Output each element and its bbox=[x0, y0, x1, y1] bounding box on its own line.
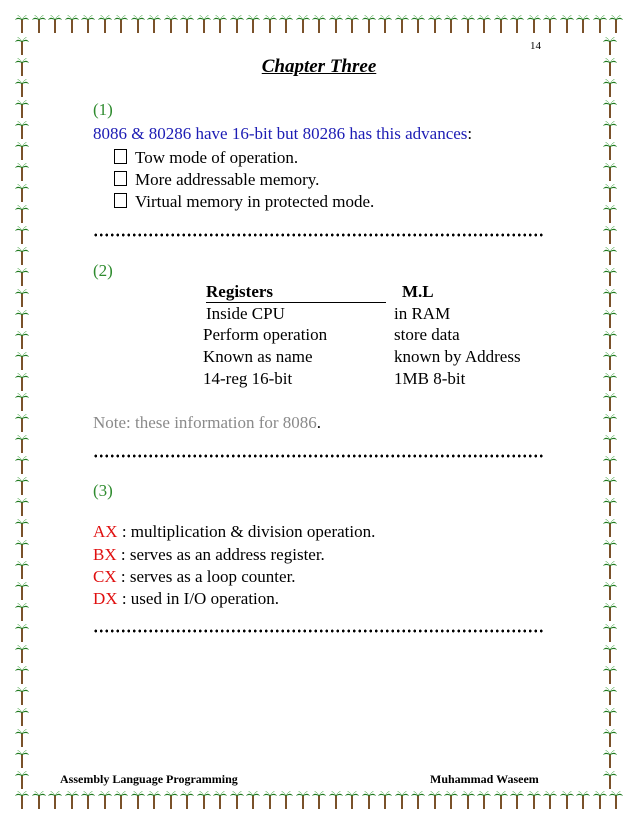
register-desc: : used in I/O operation. bbox=[117, 589, 280, 608]
palm-tree-icon bbox=[14, 392, 30, 412]
palm-tree-icon bbox=[602, 602, 618, 622]
palm-tree-icon bbox=[14, 455, 30, 475]
palm-tree-icon bbox=[14, 728, 30, 748]
section-1-intro bbox=[93, 124, 472, 144]
palm-tree-icon bbox=[394, 14, 410, 34]
palm-tree-icon bbox=[602, 330, 618, 350]
palm-tree-icon bbox=[443, 14, 459, 34]
checkbox-bullet-icon bbox=[114, 171, 127, 186]
page-border-left bbox=[14, 36, 36, 790]
palm-tree-icon bbox=[14, 686, 30, 706]
palm-tree-icon bbox=[14, 14, 30, 34]
palm-tree-icon bbox=[113, 14, 129, 34]
palm-tree-icon bbox=[14, 434, 30, 454]
palm-tree-icon bbox=[602, 518, 618, 538]
palm-tree-icon bbox=[262, 790, 278, 810]
palm-tree-icon bbox=[602, 497, 618, 517]
register-name: AX bbox=[93, 522, 118, 541]
register-line-cx bbox=[93, 567, 296, 587]
palm-tree-icon bbox=[602, 309, 618, 329]
palm-tree-icon bbox=[179, 14, 195, 34]
page-number: 14 bbox=[530, 40, 541, 52]
palm-tree-icon bbox=[602, 686, 618, 706]
list-item-text: More addressable memory. bbox=[135, 170, 320, 189]
palm-tree-icon bbox=[427, 790, 443, 810]
palm-tree-icon bbox=[262, 14, 278, 34]
palm-tree-icon bbox=[14, 78, 30, 98]
palm-tree-icon bbox=[14, 581, 30, 601]
palm-tree-icon bbox=[14, 36, 30, 56]
palm-tree-icon bbox=[14, 539, 30, 559]
palm-tree-icon bbox=[97, 790, 113, 810]
palm-tree-icon bbox=[14, 351, 30, 371]
palm-tree-icon bbox=[80, 14, 96, 34]
palm-tree-icon bbox=[361, 790, 377, 810]
palm-tree-icon bbox=[509, 790, 525, 810]
palm-tree-icon bbox=[602, 413, 618, 433]
palm-tree-icon bbox=[476, 14, 492, 34]
palm-tree-icon bbox=[608, 14, 624, 34]
list-item bbox=[114, 148, 298, 168]
palm-tree-icon bbox=[14, 141, 30, 161]
table-cell: 1MB 8-bit bbox=[394, 369, 466, 388]
register-line-dx bbox=[93, 589, 279, 609]
palm-tree-icon bbox=[14, 623, 30, 643]
palm-tree-icon bbox=[602, 728, 618, 748]
palm-tree-icon bbox=[14, 309, 30, 329]
palm-tree-icon bbox=[14, 99, 30, 119]
footer-author: Muhammad Waseem bbox=[430, 772, 539, 786]
palm-tree-icon bbox=[602, 476, 618, 496]
palm-tree-icon bbox=[602, 644, 618, 664]
palm-tree-icon bbox=[361, 14, 377, 34]
palm-tree-icon bbox=[229, 790, 245, 810]
header-underline bbox=[206, 302, 386, 303]
palm-tree-icon bbox=[14, 644, 30, 664]
palm-tree-icon bbox=[602, 204, 618, 224]
palm-tree-icon bbox=[146, 14, 162, 34]
palm-tree-icon bbox=[97, 14, 113, 34]
palm-tree-icon bbox=[163, 14, 179, 34]
palm-tree-icon bbox=[443, 790, 459, 810]
palm-tree-icon bbox=[212, 790, 228, 810]
note-text: Note: these information for 8086 bbox=[93, 413, 317, 432]
palm-tree-icon bbox=[179, 790, 195, 810]
note bbox=[93, 413, 321, 433]
palm-tree-icon bbox=[592, 14, 608, 34]
palm-tree-icon bbox=[602, 749, 618, 769]
palm-tree-icon bbox=[31, 14, 47, 34]
section-3-label: (3) bbox=[93, 481, 113, 500]
palm-tree-icon bbox=[602, 78, 618, 98]
list-item bbox=[114, 170, 319, 190]
palm-tree-icon bbox=[575, 790, 591, 810]
palm-tree-icon bbox=[328, 14, 344, 34]
palm-tree-icon bbox=[394, 790, 410, 810]
palm-tree-icon bbox=[328, 790, 344, 810]
palm-tree-icon bbox=[509, 14, 525, 34]
footer-course-title: Assembly Language Programming bbox=[60, 772, 238, 786]
palm-tree-icon bbox=[602, 539, 618, 559]
palm-tree-icon bbox=[592, 790, 608, 810]
list-item-text: Virtual memory in protected mode. bbox=[135, 192, 375, 211]
palm-tree-icon bbox=[47, 14, 63, 34]
palm-tree-icon bbox=[493, 14, 509, 34]
register-name: DX bbox=[93, 589, 118, 608]
palm-tree-icon bbox=[130, 14, 146, 34]
palm-tree-icon bbox=[64, 14, 80, 34]
palm-tree-icon bbox=[14, 749, 30, 769]
section-1-intro-text: 8086 & 80286 have 16-bit but 80286 has this advances bbox=[93, 124, 468, 143]
chapter-title: Chapter Three bbox=[261, 56, 377, 77]
table-header-registers: Registers bbox=[206, 282, 274, 301]
palm-tree-icon bbox=[31, 790, 47, 810]
register-desc: : serves as a loop counter. bbox=[116, 567, 296, 586]
palm-tree-icon bbox=[602, 392, 618, 412]
palm-tree-icon bbox=[14, 288, 30, 308]
checkbox-bullet-icon bbox=[114, 193, 127, 208]
palm-tree-icon bbox=[602, 455, 618, 475]
palm-tree-icon bbox=[14, 330, 30, 350]
register-desc: : multiplication & division operation. bbox=[117, 522, 376, 541]
register-line-bx bbox=[93, 545, 325, 565]
palm-tree-icon bbox=[295, 790, 311, 810]
palm-tree-icon bbox=[410, 790, 426, 810]
palm-tree-icon bbox=[602, 581, 618, 601]
palm-tree-icon bbox=[14, 707, 30, 727]
palm-tree-icon bbox=[113, 790, 129, 810]
list-item-text: Tow mode of operation. bbox=[135, 148, 299, 167]
palm-tree-icon bbox=[602, 120, 618, 140]
palm-tree-icon bbox=[14, 120, 30, 140]
palm-tree-icon bbox=[64, 790, 80, 810]
palm-tree-icon bbox=[229, 14, 245, 34]
palm-tree-icon bbox=[14, 560, 30, 580]
palm-tree-icon bbox=[14, 225, 30, 245]
palm-tree-icon bbox=[602, 225, 618, 245]
table-cell: Inside CPU bbox=[206, 304, 285, 323]
register-line-ax bbox=[93, 522, 375, 542]
palm-tree-icon bbox=[602, 141, 618, 161]
palm-tree-icon bbox=[14, 665, 30, 685]
dotted-divider bbox=[93, 454, 545, 458]
palm-tree-icon bbox=[602, 372, 618, 392]
palm-tree-icon bbox=[14, 183, 30, 203]
palm-tree-icon bbox=[602, 434, 618, 454]
palm-tree-icon bbox=[602, 246, 618, 266]
palm-tree-icon bbox=[14, 162, 30, 182]
palm-tree-icon bbox=[146, 790, 162, 810]
palm-tree-icon bbox=[377, 14, 393, 34]
palm-tree-icon bbox=[344, 14, 360, 34]
palm-tree-icon bbox=[14, 413, 30, 433]
section-2-label: (2) bbox=[93, 261, 113, 280]
palm-tree-icon bbox=[575, 14, 591, 34]
table-cell: Perform operation bbox=[203, 325, 328, 344]
palm-tree-icon bbox=[47, 790, 63, 810]
palm-tree-icon bbox=[608, 790, 624, 810]
palm-tree-icon bbox=[130, 790, 146, 810]
palm-tree-icon bbox=[14, 372, 30, 392]
palm-tree-icon bbox=[311, 14, 327, 34]
palm-tree-icon bbox=[212, 14, 228, 34]
palm-tree-icon bbox=[245, 14, 261, 34]
palm-tree-icon bbox=[602, 36, 618, 56]
table-cell: Known as name bbox=[203, 347, 313, 366]
palm-tree-icon bbox=[295, 14, 311, 34]
palm-tree-icon bbox=[311, 790, 327, 810]
palm-tree-icon bbox=[526, 790, 542, 810]
palm-tree-icon bbox=[14, 790, 30, 810]
palm-tree-icon bbox=[559, 14, 575, 34]
palm-tree-icon bbox=[410, 14, 426, 34]
palm-tree-icon bbox=[602, 288, 618, 308]
section-1-intro-colon: : bbox=[467, 124, 473, 143]
palm-tree-icon bbox=[602, 267, 618, 287]
palm-tree-icon bbox=[427, 14, 443, 34]
palm-tree-icon bbox=[602, 99, 618, 119]
palm-tree-icon bbox=[460, 790, 476, 810]
dotted-divider bbox=[93, 629, 545, 633]
palm-tree-icon bbox=[559, 790, 575, 810]
note-period: . bbox=[316, 413, 322, 432]
table-header-ml: M.L bbox=[402, 282, 434, 301]
palm-tree-icon bbox=[80, 790, 96, 810]
dotted-divider bbox=[93, 233, 545, 237]
palm-tree-icon bbox=[602, 665, 618, 685]
table-cell: 14-reg 16-bit bbox=[203, 369, 293, 388]
palm-tree-icon bbox=[602, 351, 618, 371]
palm-tree-icon bbox=[602, 183, 618, 203]
register-desc: : serves as an address register. bbox=[116, 545, 325, 564]
palm-tree-icon bbox=[14, 246, 30, 266]
page-border-bottom bbox=[14, 790, 624, 812]
palm-tree-icon bbox=[14, 518, 30, 538]
page-border-right bbox=[602, 36, 624, 790]
palm-tree-icon bbox=[196, 14, 212, 34]
palm-tree-icon bbox=[196, 790, 212, 810]
palm-tree-icon bbox=[526, 14, 542, 34]
palm-tree-icon bbox=[14, 497, 30, 517]
palm-tree-icon bbox=[14, 770, 30, 790]
table-cell: known by Address bbox=[394, 347, 521, 366]
palm-tree-icon bbox=[163, 790, 179, 810]
palm-tree-icon bbox=[14, 602, 30, 622]
palm-tree-icon bbox=[344, 790, 360, 810]
palm-tree-icon bbox=[542, 790, 558, 810]
palm-tree-icon bbox=[245, 790, 261, 810]
palm-tree-icon bbox=[602, 560, 618, 580]
page-border-top bbox=[14, 14, 624, 36]
palm-tree-icon bbox=[14, 476, 30, 496]
section-1-label: (1) bbox=[93, 100, 113, 119]
palm-tree-icon bbox=[14, 267, 30, 287]
palm-tree-icon bbox=[602, 770, 618, 790]
palm-tree-icon bbox=[14, 204, 30, 224]
register-name: BX bbox=[93, 545, 117, 564]
palm-tree-icon bbox=[476, 790, 492, 810]
palm-tree-icon bbox=[278, 14, 294, 34]
table-cell: in RAM bbox=[394, 304, 451, 323]
palm-tree-icon bbox=[377, 790, 393, 810]
palm-tree-icon bbox=[278, 790, 294, 810]
palm-tree-icon bbox=[602, 162, 618, 182]
checkbox-bullet-icon bbox=[114, 149, 127, 164]
palm-tree-icon bbox=[493, 790, 509, 810]
palm-tree-icon bbox=[542, 14, 558, 34]
table-cell: store data bbox=[394, 325, 460, 344]
register-name: CX bbox=[93, 567, 117, 586]
palm-tree-icon bbox=[602, 623, 618, 643]
palm-tree-icon bbox=[460, 14, 476, 34]
palm-tree-icon bbox=[602, 707, 618, 727]
list-item bbox=[114, 192, 374, 212]
